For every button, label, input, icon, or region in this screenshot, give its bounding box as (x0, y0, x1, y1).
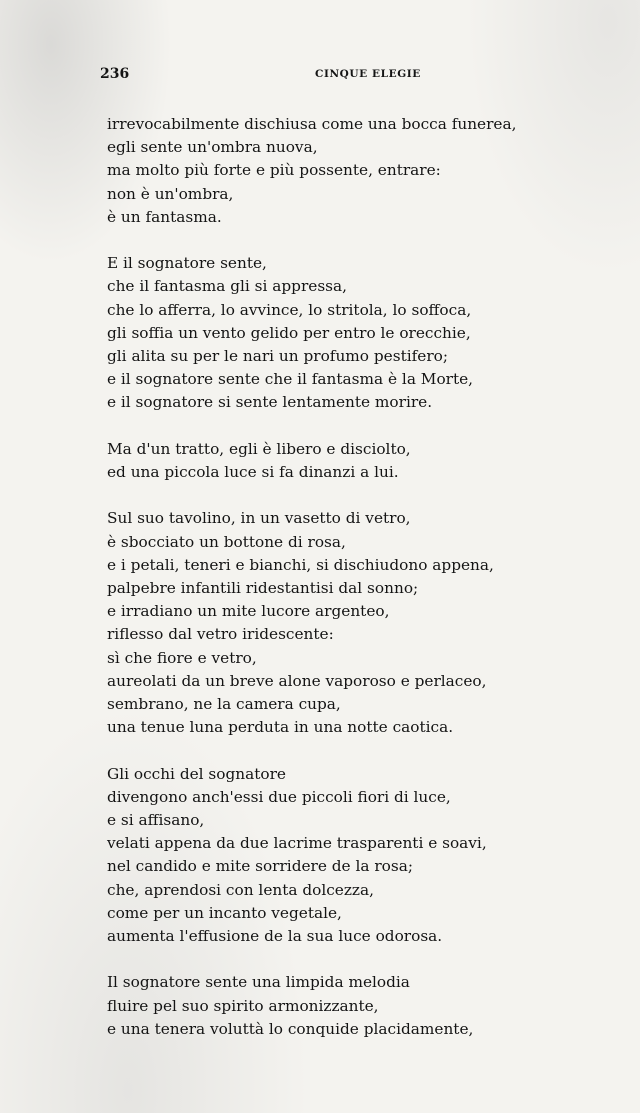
stanza (107, 763, 632, 949)
poem-line: è un fantasma. (107, 207, 222, 226)
poem-line: Il sognatore sente una limpida melodia (107, 973, 410, 992)
poem-line: irrevocabilmente dischiusa come una bocca funerea, (107, 115, 517, 133)
poem-line: ed una piccola luce si fa dinanzi a lui. (107, 463, 399, 482)
poem-line: E il sognatore sente, (107, 254, 267, 273)
page-number: 236 (100, 66, 130, 82)
poem-line: sembrano, ne la camera cupa, (107, 695, 341, 714)
poem-line: e irradiano un mite lucore argenteo, (107, 602, 390, 621)
poem-line: egli sente un'ombra nuova, (107, 138, 318, 157)
poem-line: e si affisano, (107, 811, 205, 830)
poem-line: Ma d'un tratto, egli è libero e disciolto, (107, 439, 411, 458)
stanza (107, 252, 632, 414)
running-title: CINQUE ELEGIE (315, 68, 421, 80)
poem-line: aumenta l'effusione de la sua luce odorosa. (107, 927, 443, 946)
poem-line: riflesso dal vetro iridescente: (107, 625, 334, 644)
poem-line: Sul suo tavolino, in un vasetto di vetro, (107, 509, 411, 528)
stanza (107, 438, 632, 484)
poem-line: e il sognatore sente che il fantasma è la Morte, (107, 370, 474, 389)
poem-line: aureolati da un breve alone vaporoso e perlaceo, (107, 671, 487, 690)
stanza (107, 507, 632, 739)
poem-line: e il sognatore si sente lentamente morire. (107, 393, 433, 412)
poem-line: nel candido e mite sorridere de la rosa; (107, 857, 413, 876)
poem-line: divengono anch'essi due piccoli fiori di luce, (107, 787, 451, 806)
page-header (100, 66, 540, 86)
poem-line: ma molto più forte e più possente, entrare: (107, 161, 441, 180)
poem-line: che lo afferra, lo avvince, lo stritola, lo soffoca, (107, 300, 472, 319)
poem-line: velati appena da due lacrime trasparenti e soavi, (107, 834, 487, 853)
poem-line: che, aprendosi con lenta dolcezza, (107, 880, 374, 899)
poem-line: come per un incanto vegetale, (107, 903, 342, 922)
poem-line: e i petali, teneri e bianchi, si dischiudono appena, (107, 555, 494, 574)
stanza (107, 971, 632, 1041)
poem-line: è sbocciato un bottone di rosa, (107, 532, 346, 551)
poem-line: che il fantasma gli si appressa, (107, 277, 348, 296)
poem-line: non è un'ombra, (107, 184, 234, 203)
poem-text (107, 113, 632, 1064)
poem-line: fluire pel suo spirito armonizzante, (107, 996, 379, 1015)
poem-line: e una tenera voluttà lo conquide placidamente, (107, 1019, 474, 1038)
poem-line: sì che fiore e vetro, (107, 648, 257, 667)
stanza (107, 113, 632, 229)
poem-line: Gli occhi del sognatore (107, 764, 286, 783)
poem-line: palpebre infantili ridestantisi dal sonno; (107, 579, 419, 598)
poem-line: gli alita su per le nari un profumo pestifero; (107, 347, 448, 366)
poem-line: una tenue luna perduta in una notte caotica. (107, 718, 454, 737)
poem-line: gli soffia un vento gelido per entro le orecchie, (107, 323, 471, 342)
